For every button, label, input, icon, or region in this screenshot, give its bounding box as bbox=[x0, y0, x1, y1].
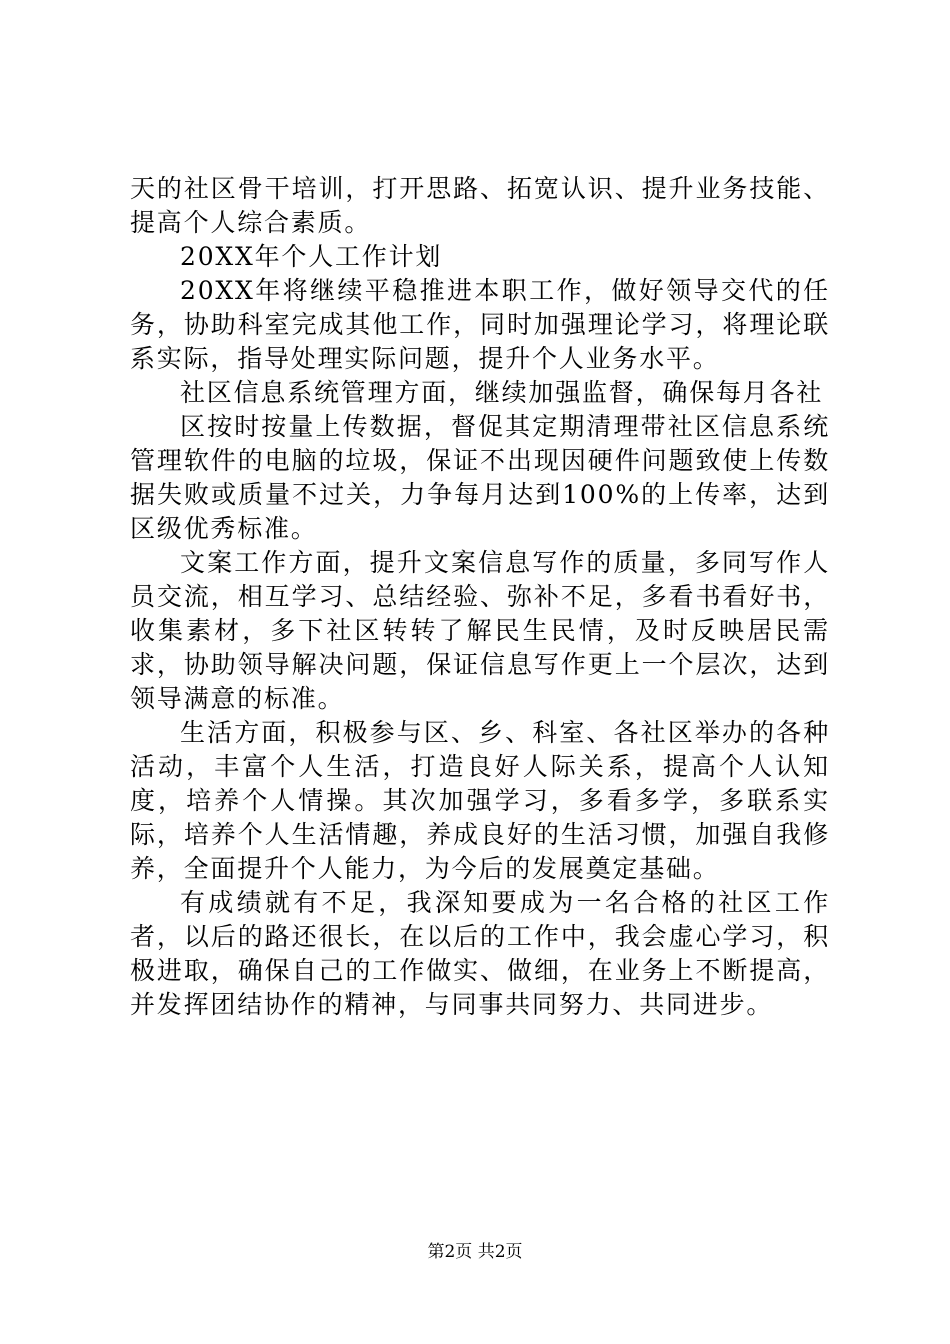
paragraph-2-heading: 20XX年个人工作计划 bbox=[180, 242, 443, 271]
paragraph-8: 有成绩就有不足，我深知要成为一名合格的社区工作者，以后的路还很长，在以后的工作中，我会虚心学习，积极进取，确保自己的工作做实、做细，在业务上不断提高，并发挥团结协作的精神，与同事共同努力、共同进步。 bbox=[130, 888, 830, 1019]
paragraph-6: 文案工作方面，提升文案信息写作的质量，多同写作人员交流，相互学习、总结经验、弥补不足，多看书看好书，收集素材，多下社区转转了解民生民情，及时反映居民需求，协助领导解决问题，保证信息写作更上一个层次，达到领导满意的标准。 bbox=[130, 548, 830, 713]
paragraph-4: 社区信息系统管理方面，继续加强监督，确保每月各社 bbox=[180, 378, 824, 407]
document-body bbox=[130, 172, 830, 1022]
paragraph-3: 20XX年将继续平稳推进本职工作，做好领导交代的任务，协助科室完成其他工作，同时加强理论学习，将理论联系实际，指导处理实际问题，提升个人业务水平。 bbox=[130, 276, 830, 373]
paragraph-1: 天的社区骨干培训，打开思路、拓宽认识、提升业务技能、提高个人综合素质。 bbox=[130, 174, 830, 237]
paragraph-5: 区按时按量上传数据，督促其定期清理带社区信息系统管理软件的电脑的垃圾，保证不出现因硬件问题致使上传数据失败或质量不过关，力争每月达到100%的上传率，达到区级优秀标准。 bbox=[130, 412, 830, 543]
paragraph-7: 生活方面，积极参与区、乡、科室、各社区举办的各种活动，丰富个人生活，打造良好人际关系，提高个人认知度，培养个人情操。其次加强学习，多看多学，多联系实际，培养个人生活情趣，养成良好的生活习惯，加强自我修养，全面提升个人能力，为今后的发展奠定基础。 bbox=[130, 718, 830, 883]
page-footer: 第2页 共2页 bbox=[427, 1242, 523, 1262]
